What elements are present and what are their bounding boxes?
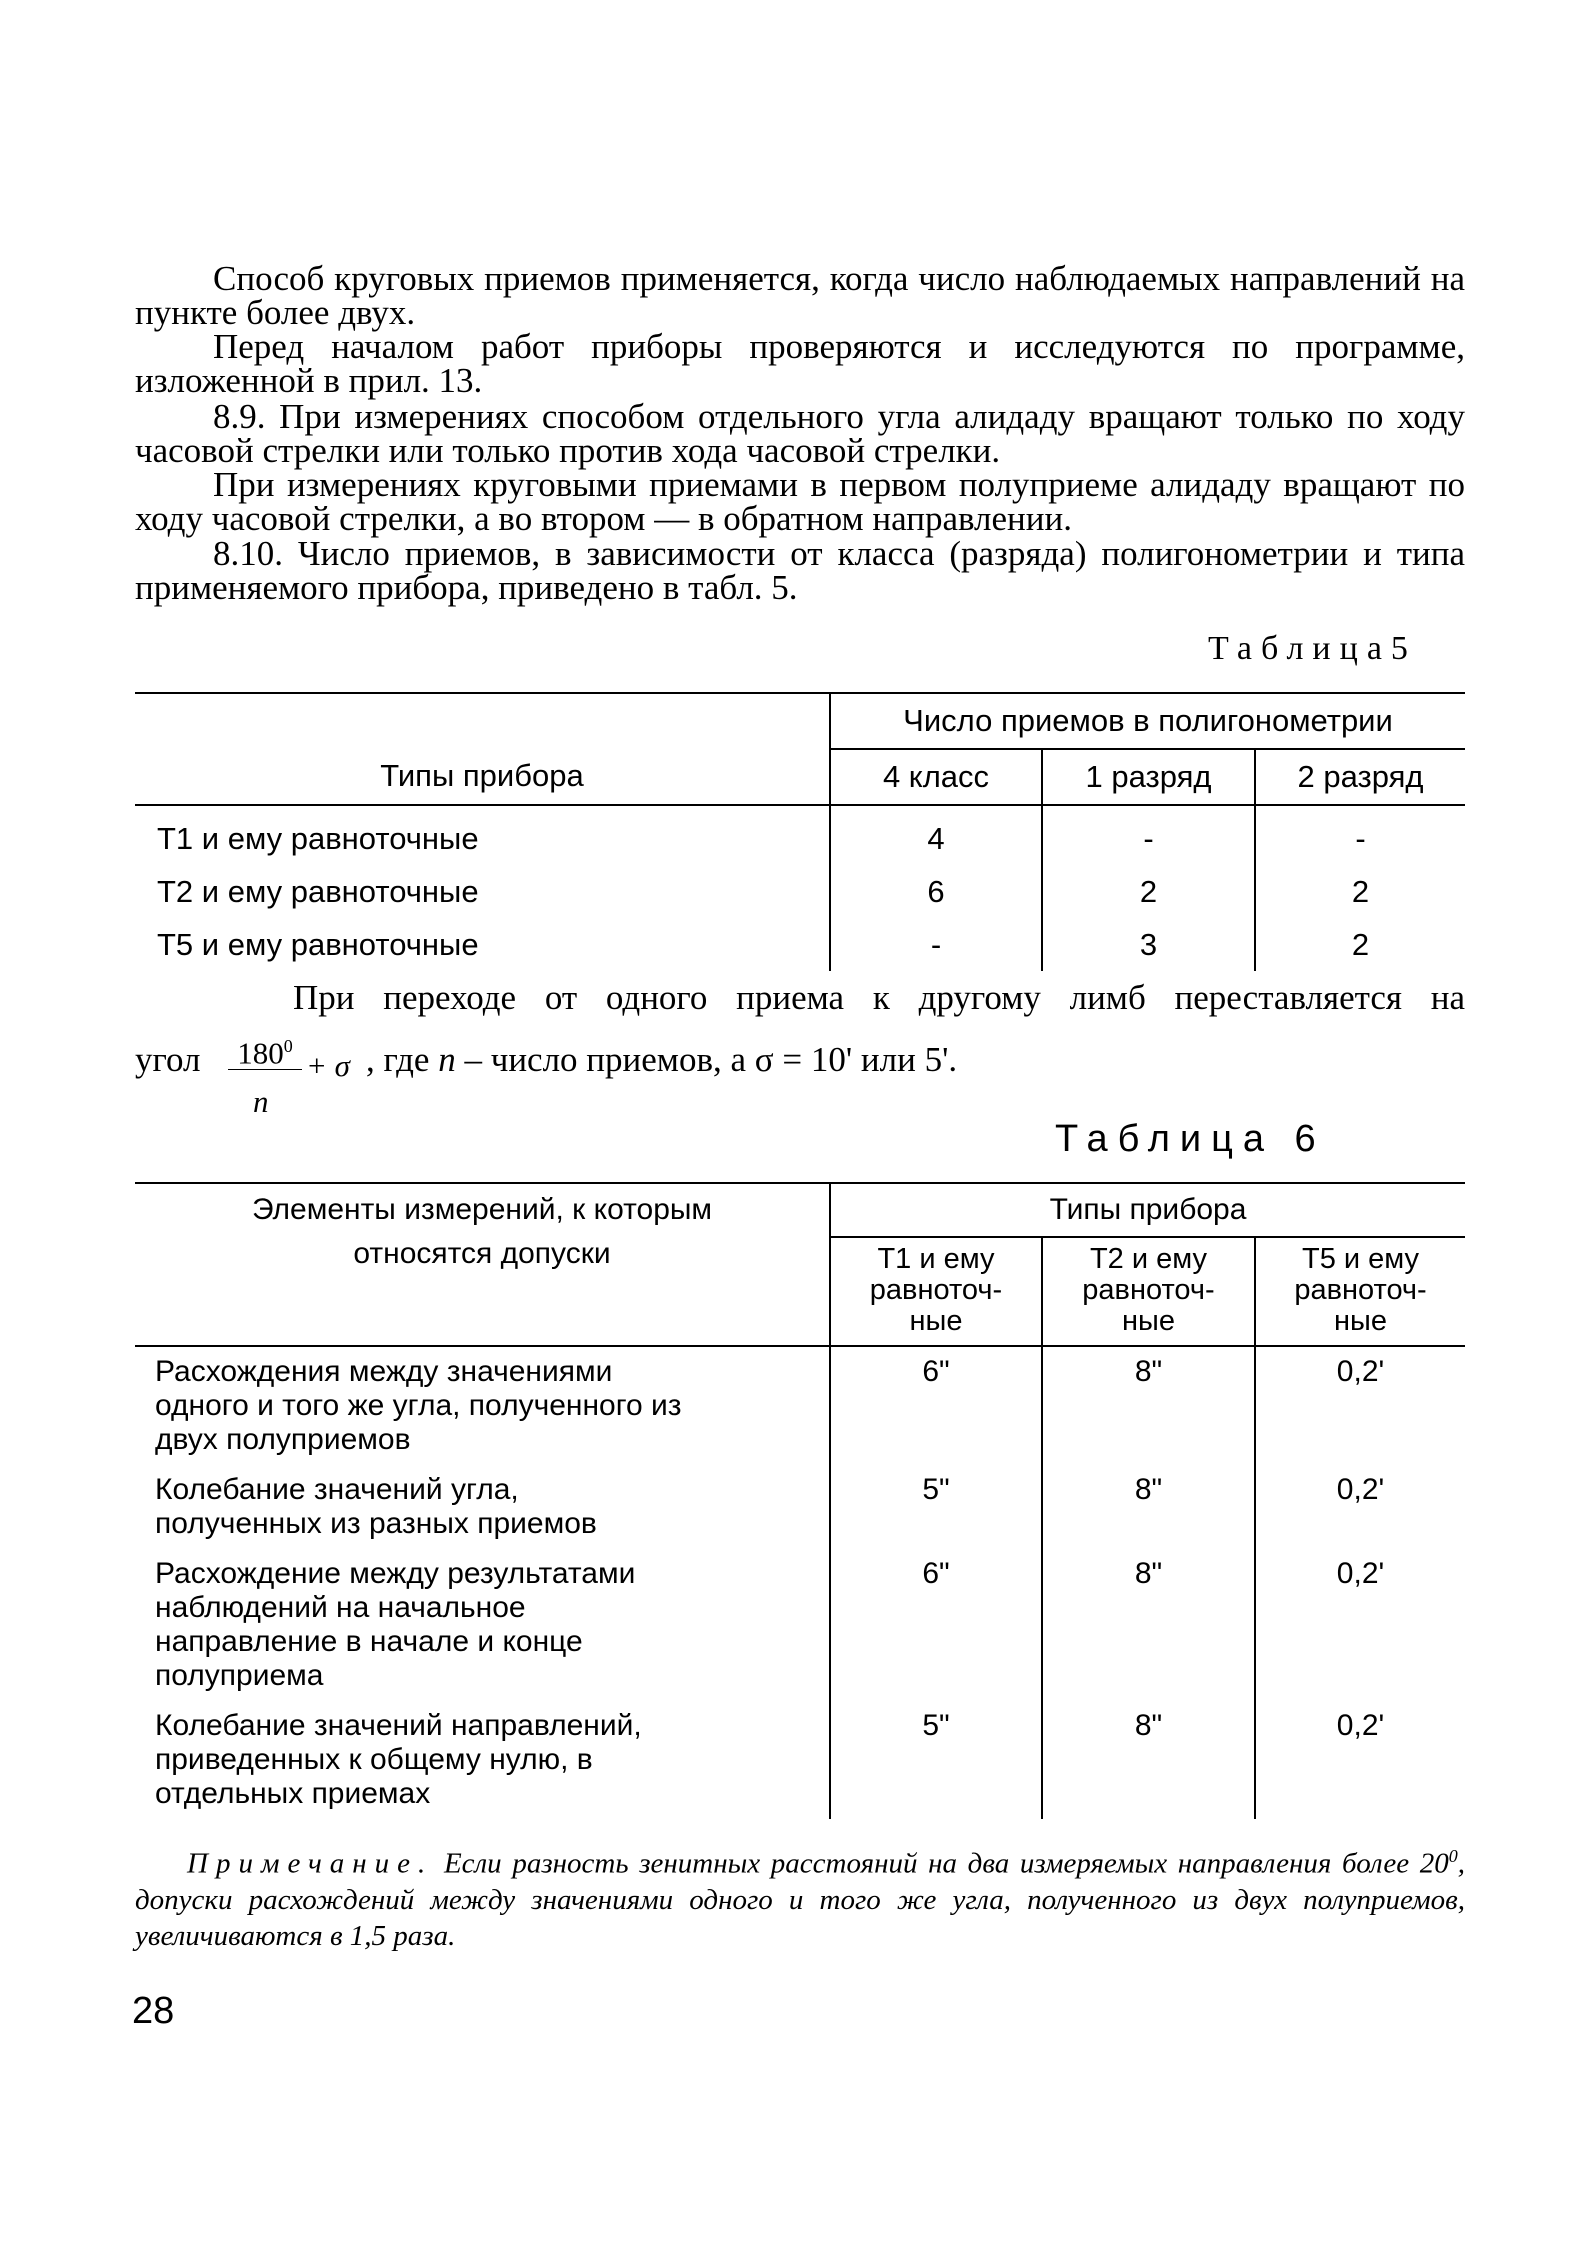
table-row xyxy=(135,918,1465,971)
table-header-elements xyxy=(135,1183,830,1346)
formula-numerator xyxy=(228,1030,302,1070)
table-header-column: 2 разряд xyxy=(1255,749,1465,805)
formula-denominator: n xyxy=(253,1084,269,1119)
degree-mark: 0 xyxy=(283,1036,293,1056)
table-cell: 4 xyxy=(830,805,1042,865)
table-row xyxy=(135,1701,1465,1819)
header-line: ные xyxy=(909,1305,963,1337)
table-cell: 8" xyxy=(1042,1465,1255,1549)
table-header-column: 1 разряд xyxy=(1042,749,1255,805)
table-cell: 5" xyxy=(830,1465,1042,1549)
table-header-column xyxy=(1255,1237,1465,1346)
footnote xyxy=(135,1838,1465,1954)
header-line: равноточ- xyxy=(869,1274,1003,1306)
paragraph: 8.9. При измерениях способом отдельного угла алидаду вращают только по ходу часовой стрелки или только против хода часовой стрелки. xyxy=(135,397,1465,470)
table-6-caption: Таблица 6 xyxy=(1055,1118,1326,1160)
table-cell-name: Т1 и ему равноточные xyxy=(157,820,479,856)
table-cell: 6" xyxy=(830,1346,1042,1465)
header-line: Т1 и ему xyxy=(877,1243,995,1275)
table-header-column xyxy=(1042,1237,1255,1346)
table-header-group: Число приемов в полигонометрии xyxy=(830,693,1465,749)
table-cell: - xyxy=(1255,805,1465,865)
formula-explanation xyxy=(366,1040,957,1080)
table-cell-name: Колебание значений направлений, приведенных к общему нулю, в отдельных приемах xyxy=(155,1709,642,1810)
footnote-label: Примечание. xyxy=(187,1847,434,1880)
paragraph: Способ круговых приемов применяется, когда число наблюдаемых направлений на пункте более двух. xyxy=(135,259,1465,332)
table-cell: 8" xyxy=(1042,1701,1255,1819)
table-cell-name: Колебание значений угла, полученных из разных приемов xyxy=(155,1473,597,1540)
formula-text: – число приемов, а σ = 10' или 5'. xyxy=(455,1040,958,1079)
table-cell: 8" xyxy=(1042,1549,1255,1701)
table-cell: - xyxy=(1042,805,1255,865)
table-row xyxy=(135,865,1465,918)
table-row xyxy=(135,1346,1465,1465)
table-row xyxy=(135,1465,1465,1549)
formula-prefix: угол xyxy=(135,1040,201,1079)
table-cell: 2 xyxy=(1042,865,1255,918)
paragraph: Перед началом работ приборы проверяются и исследуются по программе, изложенной в прил. 13. xyxy=(135,327,1465,400)
table-cell-name: Расхождения между значениями одного и того же угла, полученного из двух полуприемов xyxy=(155,1355,682,1456)
header-line: равноточ- xyxy=(1294,1274,1427,1306)
table-cell: 0,2' xyxy=(1255,1465,1465,1549)
table-cell: 2 xyxy=(1255,918,1465,971)
numerator-value: 180 xyxy=(237,1035,284,1071)
table-cell-name: Т2 и ему равноточные xyxy=(157,873,479,909)
paragraph: При переходе от одного приема к другому лимб переставляется на xyxy=(293,978,1465,1017)
table-6 xyxy=(135,1182,1465,1819)
table-cell: 5" xyxy=(830,1701,1042,1819)
table-cell: 6" xyxy=(830,1549,1042,1701)
table-row xyxy=(135,1549,1465,1701)
formula-variable: n xyxy=(438,1040,456,1079)
header-line: Т5 и ему xyxy=(1301,1243,1420,1275)
table-5-caption: Таблица5 xyxy=(1208,630,1417,667)
table-cell: - xyxy=(830,918,1042,971)
table-cell-name: Расхождение между результатами наблюдений на начальное направление в начале и конце полуприема xyxy=(155,1557,636,1692)
formula-plus-sigma: + σ xyxy=(306,1048,350,1083)
page-number: 28 xyxy=(132,1990,175,2032)
table-cell: 3 xyxy=(1042,918,1255,971)
paragraph: 8.10. Число приемов, в зависимости от класса (разряда) полигонометрии и типа применяемого прибора, приведено в табл. 5. xyxy=(135,534,1465,607)
table-header-column xyxy=(830,1237,1042,1346)
table-header-types: Типы прибора xyxy=(830,1183,1465,1237)
table-cell: 8" xyxy=(1042,1346,1255,1465)
footnote-text: Если разность зенитных расстояний на два измеряемых направления более 20 xyxy=(433,1847,1449,1880)
table-header-type: Типы прибора xyxy=(135,693,830,805)
header-line: ные xyxy=(1334,1305,1388,1337)
table-row xyxy=(135,805,1465,865)
table-cell: 0,2' xyxy=(1255,1701,1465,1819)
footnote-text: , допуски расхождений между значениями одного и того же угла, полученного из двух полуприемов, увеличиваются в 1,5 раза. xyxy=(135,1847,1465,1952)
header-line: равноточ- xyxy=(1082,1274,1215,1306)
table-cell: 0,2' xyxy=(1255,1549,1465,1701)
degree-mark: 0 xyxy=(1448,1846,1458,1866)
table-5 xyxy=(135,692,1465,971)
table-cell-name: Т5 и ему равноточные xyxy=(157,926,479,962)
table-header-column: 4 класс xyxy=(830,749,1042,805)
table-cell: 0,2' xyxy=(1255,1346,1465,1465)
header-line: ные xyxy=(1122,1305,1175,1337)
table-cell: 6 xyxy=(830,865,1042,918)
header-line: Т2 и ему xyxy=(1089,1243,1208,1275)
table-cell: 2 xyxy=(1255,865,1465,918)
paragraph: При измерениях круговыми приемами в первом полуприеме алидаду вращают по ходу часовой стрелки, а во втором — в обратном направлении. xyxy=(135,465,1465,538)
formula-text: , где xyxy=(366,1040,439,1079)
header-text: Элементы измерений, к которым относятся допуски xyxy=(251,1193,713,1270)
